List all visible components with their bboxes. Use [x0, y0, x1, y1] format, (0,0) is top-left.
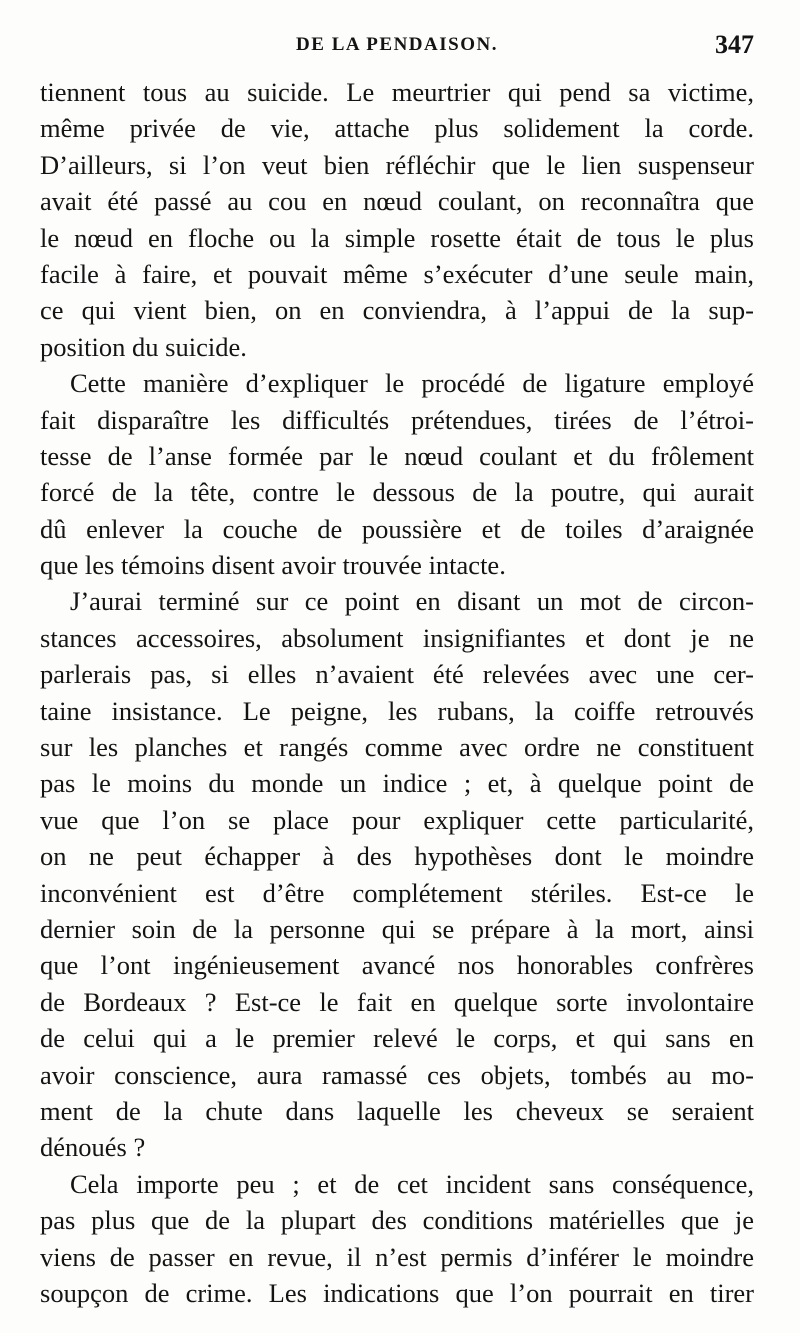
text-line: avoir conscience, aura ramassé ces objets, tombés au mo-	[40, 1059, 754, 1090]
text-line: pas plus que de la plupart des conditions matérielles que je	[40, 1205, 754, 1236]
text-line: ment de la chute dans laquelle les cheveux se seraient	[40, 1095, 754, 1126]
text-line: que l’ont ingénieusement avancé nos honorables confrères	[40, 950, 754, 981]
text-line: viens de passer en revue, il n’est permis d’inférer le moindre	[40, 1241, 754, 1272]
text-line: D’ailleurs, si l’on veut bien réfléchir que le lien suspenseur	[40, 149, 754, 180]
text-line: dû enlever la couche de poussière et de toiles d’araignée	[40, 513, 754, 544]
text-line: inconvénient est d’être complétement stériles. Est-ce le	[40, 877, 754, 908]
text-line: stances accessoires, absolument insignifiantes et dont je ne	[40, 622, 754, 653]
text-line: sur les planches et rangés comme avec ordre ne constituent	[40, 732, 754, 763]
text-line: forcé de la tête, contre le dessous de la poutre, qui aurait	[40, 477, 754, 508]
text-line: soupçon de crime. Les indications que l’on pourrait en tirer	[40, 1277, 754, 1308]
text-line: le nœud en floche ou la simple rosette était de tous le plus	[40, 222, 754, 253]
text-line: que les témoins disent avoir trouvée intacte.	[40, 550, 506, 581]
running-title: DE LA PENDAISON.	[296, 34, 498, 55]
page-number: 347	[715, 30, 754, 59]
text-line: dernier soin de la personne qui se prépare à la mort, ainsi	[40, 913, 754, 944]
text-line: avait été passé au cou en nœud coulant, on reconnaîtra que	[40, 186, 754, 217]
text-line: taine insistance. Le peigne, les rubans, la coiffe retrouvés	[40, 695, 754, 726]
text-line: fait disparaître les difficultés prétendues, tirées de l’étroi-	[40, 404, 754, 435]
text-line: de Bordeaux ? Est-ce le fait en quelque sorte involontaire	[40, 986, 754, 1017]
text-line: parlerais pas, si elles n’avaient été relevées avec une cer-	[40, 659, 754, 690]
text-line: tesse de l’anse formée par le nœud coulant et du frôlement	[40, 440, 754, 471]
text-line: dénoués ?	[40, 1132, 146, 1163]
text-line: on ne peut échapper à des hypothèses dont le moindre	[40, 841, 754, 872]
page-header	[40, 30, 754, 64]
paragraph-first-line: J’aurai terminé sur ce point en disant un mot de circon-	[70, 586, 754, 617]
text-line: de celui qui a le premier relevé le corps, et qui sans en	[40, 1023, 754, 1054]
paragraph-first-line: Cela importe peu ; et de cet incident sans conséquence,	[70, 1168, 754, 1199]
text-line: pas le moins du monde un indice ; et, à quelque point de	[40, 768, 754, 799]
text-line: tiennent tous au suicide. Le meurtrier qui pend sa victime,	[40, 77, 754, 107]
text-line: même privée de vie, attache plus solidement la corde.	[40, 113, 754, 144]
text-line: facile à faire, et pouvait même s’exécuter d’une seule main,	[40, 258, 754, 289]
body-text	[40, 74, 754, 1311]
text-line: ce qui vient bien, on en conviendra, à l’appui de la sup-	[40, 295, 754, 326]
text-line: vue que l’on se place pour expliquer cette particularité,	[40, 804, 754, 835]
paragraph-first-line: Cette manière d’expliquer le procédé de ligature employé	[70, 368, 754, 399]
text-line: position du suicide.	[40, 331, 247, 362]
